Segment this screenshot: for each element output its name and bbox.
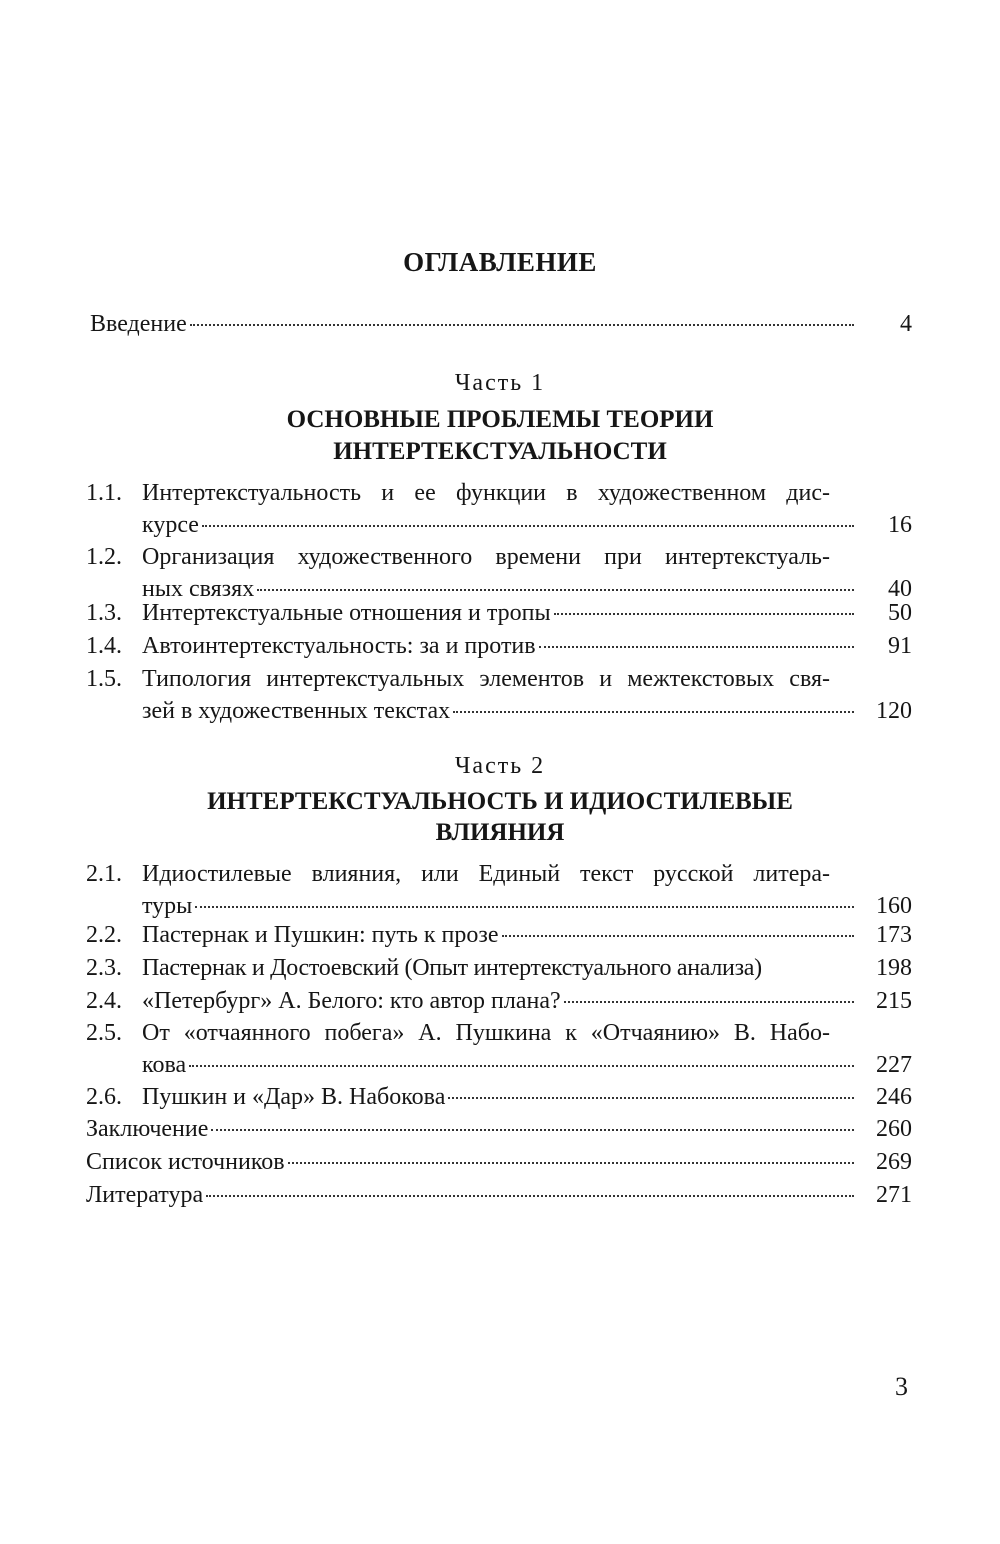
toc-entry-1-2 bbox=[86, 541, 912, 605]
entry-page: 120 bbox=[876, 698, 912, 724]
toc-entry-2-3 bbox=[86, 952, 912, 984]
entry-text-line2: кова bbox=[142, 1052, 187, 1078]
entry-text-line1: Организация художественного времени при интертекстуаль- bbox=[142, 544, 830, 570]
dot-leader bbox=[502, 935, 854, 937]
part1-label: Часть 1 bbox=[454, 370, 546, 396]
toc-entry-sources bbox=[86, 1146, 912, 1178]
entry-page: 40 bbox=[888, 576, 912, 602]
dot-leader bbox=[202, 525, 854, 527]
dot-leader bbox=[206, 1195, 854, 1197]
entry-page: 215 bbox=[876, 988, 912, 1014]
entry-number: 2.6. bbox=[86, 1084, 122, 1110]
toc-entry-1-1 bbox=[86, 477, 912, 541]
dot-leader bbox=[189, 1065, 854, 1067]
toc-entry-intro bbox=[90, 308, 912, 340]
part2-title-line1: ИНТЕРТЕКСТУАЛЬНОСТЬ И ИДИОСТИЛЕВЫЕ bbox=[207, 788, 793, 815]
entry-text-line1: Идиостилевые влияния, или Единый текст русской литера- bbox=[142, 861, 830, 887]
page-number: 3 bbox=[895, 1372, 908, 1401]
entry-number: 2.5. bbox=[86, 1020, 122, 1046]
entry-page: 260 bbox=[876, 1116, 912, 1142]
entry-text: Пастернак и Достоевский (Опыт интертекстуального анализа) bbox=[142, 955, 762, 981]
entry-label: Заключение bbox=[86, 1116, 209, 1142]
entry-text: Пушкин и «Дар» В. Набокова bbox=[142, 1084, 446, 1110]
part1-title-line1: ОСНОВНЫЕ ПРОБЛЕМЫ ТЕОРИИ bbox=[286, 406, 714, 433]
dot-leader bbox=[190, 324, 854, 326]
toc-entry-2-6 bbox=[86, 1081, 912, 1113]
entry-page: 271 bbox=[876, 1182, 912, 1208]
part2-label: Часть 2 bbox=[454, 753, 546, 779]
dot-leader bbox=[453, 711, 854, 713]
toc-entry-conclusion bbox=[86, 1113, 912, 1145]
entry-text-line1: Типология интертекстуальных элементов и межтекстовых свя- bbox=[142, 666, 830, 692]
entry-page: 160 bbox=[876, 893, 912, 919]
entry-number: 2.2. bbox=[86, 922, 122, 948]
dot-leader bbox=[195, 906, 854, 908]
entry-label: Список источников bbox=[86, 1149, 285, 1175]
entry-text-line1: От «отчаянного побега» А. Пушкина к «Отчаянию» В. Набо- bbox=[142, 1020, 830, 1046]
entry-text-line2: туры bbox=[142, 893, 193, 919]
toc-entry-1-4 bbox=[86, 630, 912, 662]
entry-text-line1: Интертекстуальность и ее функции в художественном дис- bbox=[142, 480, 830, 506]
entry-page: 246 bbox=[876, 1084, 912, 1110]
toc-entry-2-2 bbox=[86, 919, 912, 951]
entry-text: Пастернак и Пушкин: путь к прозе bbox=[142, 922, 499, 948]
dot-leader bbox=[288, 1162, 854, 1164]
toc-entry-2-5 bbox=[86, 1017, 912, 1081]
entry-text-line2: курсе bbox=[142, 512, 199, 538]
dot-leader bbox=[539, 646, 854, 648]
entry-text: «Петербург» А. Белого: кто автор плана? bbox=[142, 988, 561, 1014]
entry-number: 1.1. bbox=[86, 480, 122, 506]
entry-number: 1.4. bbox=[86, 633, 122, 659]
entry-page: 227 bbox=[876, 1052, 912, 1078]
entry-page: 173 bbox=[876, 922, 912, 948]
entry-page: 4 bbox=[900, 311, 912, 337]
entry-label: Введение bbox=[90, 311, 187, 337]
entry-page: 269 bbox=[876, 1149, 912, 1175]
entry-text: Автоинтертекстуальность: за и против bbox=[142, 633, 536, 659]
entry-number: 2.1. bbox=[86, 861, 122, 887]
entry-page: 198 bbox=[876, 955, 912, 981]
toc-entry-2-4 bbox=[86, 985, 912, 1017]
entry-page: 16 bbox=[888, 512, 912, 538]
toc-entry-2-1 bbox=[86, 858, 912, 922]
entry-text-line2: ных связях bbox=[142, 576, 255, 602]
entry-page: 50 bbox=[888, 600, 912, 626]
entry-page: 91 bbox=[888, 633, 912, 659]
dot-leader bbox=[564, 1001, 854, 1003]
toc-entry-1-3 bbox=[86, 597, 912, 629]
dot-leader bbox=[257, 589, 854, 591]
toc-entry-1-5 bbox=[86, 663, 912, 727]
entry-text: Интертекстуальные отношения и тропы bbox=[142, 600, 551, 626]
dot-leader bbox=[211, 1129, 854, 1131]
toc-entry-literature bbox=[86, 1179, 912, 1211]
entry-number: 2.3. bbox=[86, 955, 122, 981]
dot-leader bbox=[554, 613, 854, 615]
entry-label: Литература bbox=[86, 1182, 204, 1208]
dot-leader bbox=[765, 968, 854, 970]
part1-title-line2: ИНТЕРТЕКСТУАЛЬНОСТИ bbox=[333, 438, 667, 465]
entry-number: 1.2. bbox=[86, 544, 122, 570]
entry-number: 1.5. bbox=[86, 666, 122, 692]
entry-number: 2.4. bbox=[86, 988, 122, 1014]
entry-text-line2: зей в художественных текстах bbox=[142, 698, 451, 724]
dot-leader bbox=[448, 1097, 854, 1099]
entry-number: 1.3. bbox=[86, 600, 122, 626]
part2-title-line2: ВЛИЯНИЯ bbox=[435, 819, 565, 846]
page-title: ОГЛАВЛЕНИЕ bbox=[403, 247, 597, 277]
